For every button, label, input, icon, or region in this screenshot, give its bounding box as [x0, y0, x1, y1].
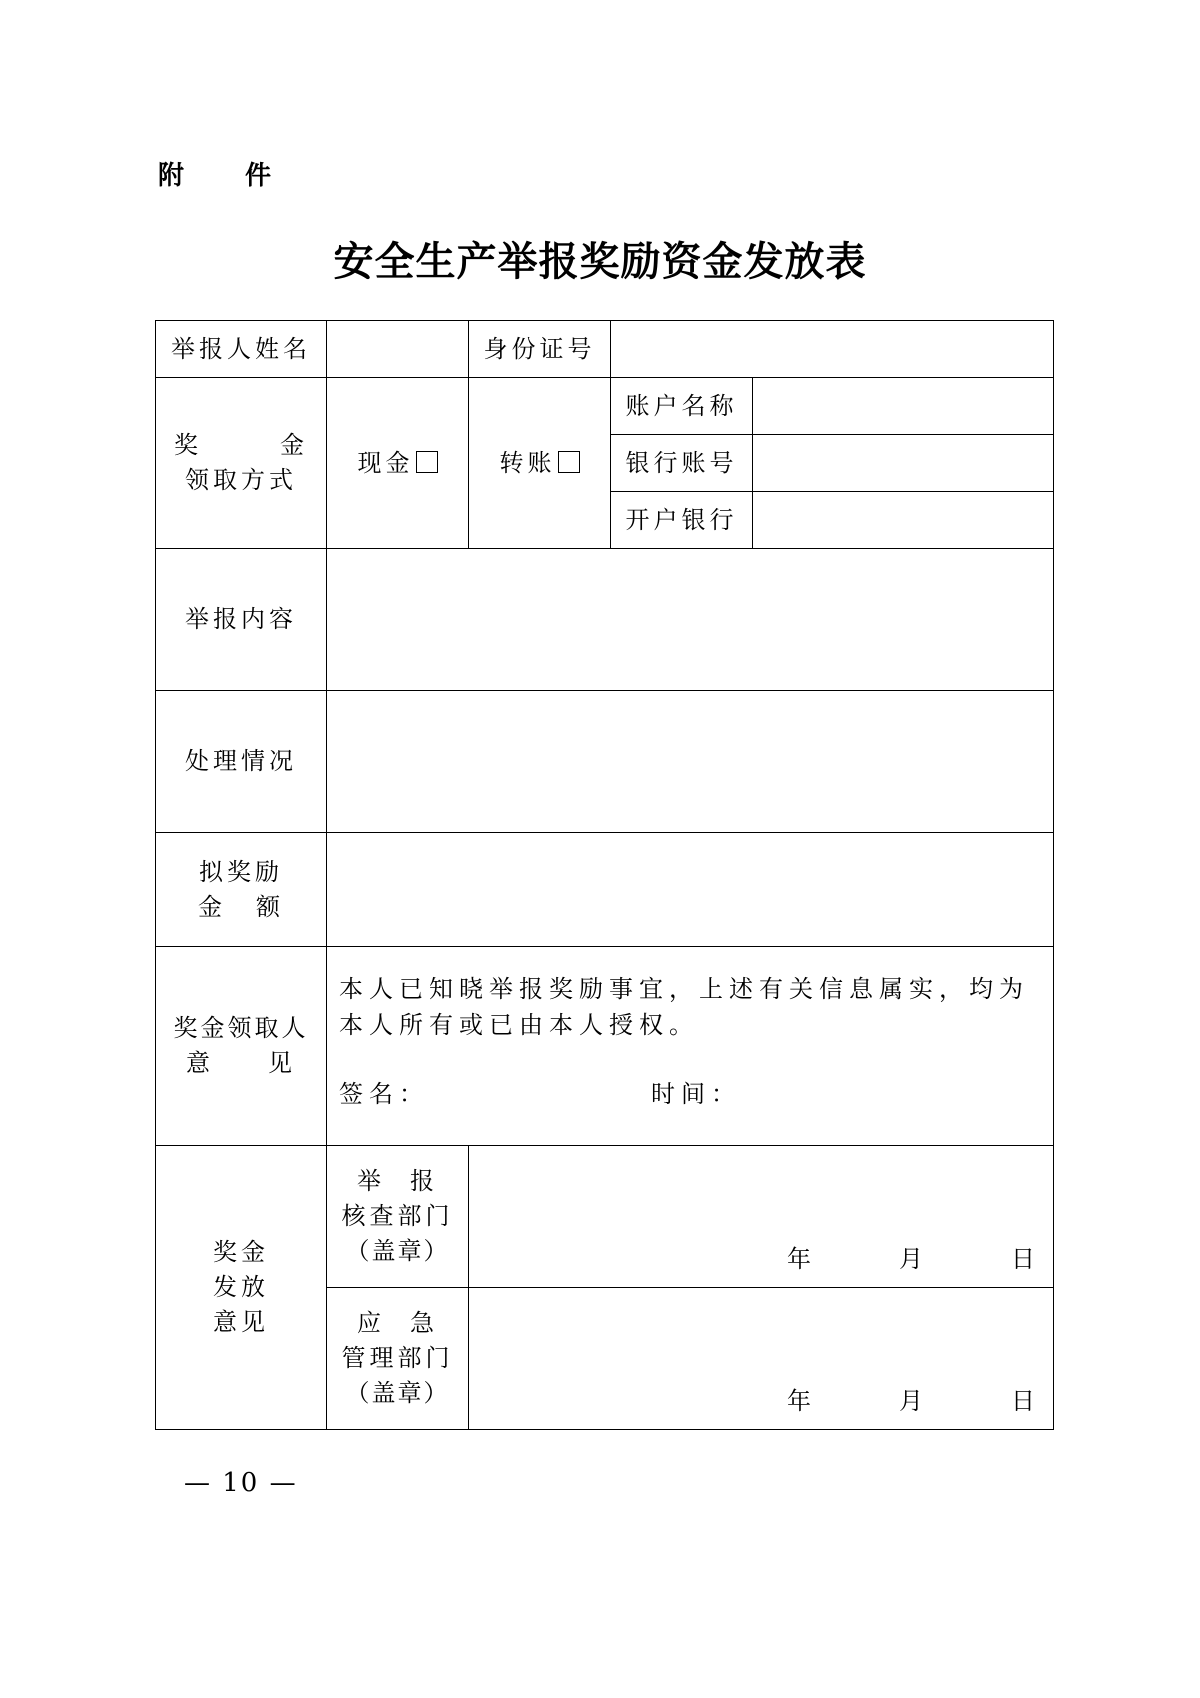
reward-form-table	[155, 320, 1054, 1430]
consent-cell	[327, 947, 1054, 1146]
dept1-label: 举 报 核查部门 （盖章）	[327, 1146, 469, 1288]
method-label: 奖 金 领取方式	[156, 378, 327, 549]
account-name-value[interactable]	[753, 378, 1054, 435]
account-name-label: 账户名称	[611, 378, 753, 435]
dept2-stamp-cell[interactable]	[469, 1288, 1054, 1430]
name-label: 举报人姓名	[156, 321, 327, 378]
content-value[interactable]	[327, 549, 1054, 691]
transfer-option[interactable]: 转账	[469, 378, 611, 549]
dept2-label: 应 急 管理部门 （盖章）	[327, 1288, 469, 1430]
page-number: — 10 —	[184, 1468, 298, 1498]
bank-account-value[interactable]	[753, 435, 1054, 492]
amount-value[interactable]	[327, 833, 1054, 947]
bank-account-label: 银行账号	[611, 435, 753, 492]
name-value[interactable]	[327, 321, 469, 378]
cash-checkbox[interactable]	[416, 451, 438, 473]
id-label: 身份证号	[469, 321, 611, 378]
dept2-date: 年 月 日	[787, 1387, 1039, 1415]
time-label: 时间：	[651, 1080, 741, 1108]
attachment-label: 附 件	[158, 161, 298, 191]
consent-text: 本人已知晓举报奖励事宜，上述有关信息属实，均为本人所有或已由本人授权。	[339, 975, 1029, 1039]
cash-option[interactable]: 现金	[327, 378, 469, 549]
handling-label: 处理情况	[156, 691, 327, 833]
issue-label: 奖金 发放 意见	[156, 1146, 327, 1430]
handling-value[interactable]	[327, 691, 1054, 833]
id-value[interactable]	[611, 321, 1054, 378]
content-label: 举报内容	[156, 549, 327, 691]
recipient-label: 奖金领取人 意 见	[156, 947, 327, 1146]
dept1-date: 年 月 日	[787, 1245, 1039, 1273]
form-title: 安全生产举报奖励资金发放表	[333, 239, 867, 285]
dept1-stamp-cell[interactable]	[469, 1146, 1054, 1288]
bank-open-value[interactable]	[753, 492, 1054, 549]
sign-label: 签名：	[339, 1080, 429, 1108]
amount-label: 拟奖励 金 额	[156, 833, 327, 947]
transfer-checkbox[interactable]	[558, 451, 580, 473]
bank-open-label: 开户银行	[611, 492, 753, 549]
